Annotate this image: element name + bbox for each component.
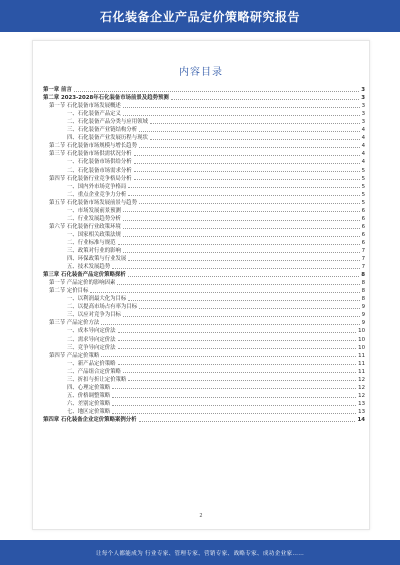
- toc-entry-title: 一、市场发展前景预测: [67, 207, 121, 214]
- toc-entry[interactable]: [43, 182, 365, 190]
- report-title: 石化装备企业产品定价策略研究报告: [99, 9, 300, 24]
- toc-leader-dots: [90, 291, 359, 293]
- toc-entry-title: 第一章 前言: [43, 87, 72, 94]
- toc-entry-title: 四、环保政策与行业发展: [67, 256, 127, 263]
- toc-entry[interactable]: [43, 238, 365, 246]
- toc-entry-title: 二、石化装备市场需求分析: [67, 167, 132, 174]
- toc-entry-page: 5: [361, 191, 365, 198]
- toc-leader-dots: [112, 412, 356, 414]
- toc-entry[interactable]: [43, 165, 365, 173]
- toc-leader-dots: [123, 219, 360, 221]
- toc-entry-title: 二、以提高市场占有率为目标: [67, 304, 138, 311]
- toc-entry-title: 二、需求导向定价法: [67, 336, 116, 343]
- toc-entry-title: 第六节 石化装备行业政策环境: [49, 223, 121, 230]
- toc-entry[interactable]: [43, 286, 365, 294]
- toc-entry-title: 二、产品组合定价策略: [67, 368, 121, 375]
- toc-leader-dots: [123, 235, 360, 237]
- toc-entry-title: 第二章 2023-2028年石化装备市场前景及趋势预测: [43, 95, 169, 102]
- toc-entry-page: 10: [358, 328, 365, 335]
- toc-entry[interactable]: [43, 343, 365, 351]
- toc-entry-page: 8: [361, 280, 365, 287]
- toc-entry-page: 6: [361, 223, 365, 230]
- toc-entry-page: 4: [361, 151, 365, 158]
- toc-entry-page: 7: [361, 247, 365, 254]
- toc-entry[interactable]: [43, 133, 365, 141]
- toc-entry[interactable]: [43, 367, 365, 375]
- toc-entry-page: 3: [361, 103, 365, 110]
- toc-entry-page: 12: [358, 392, 365, 399]
- toc-entry-title: 四、石化装备产业发展历程与现状: [67, 135, 148, 142]
- toc-entry-page: 7: [361, 256, 365, 263]
- toc-entry-page: 5: [361, 167, 365, 174]
- toc-entry[interactable]: [43, 294, 365, 302]
- toc-entry[interactable]: [43, 270, 365, 278]
- toc-entry-page: 6: [361, 239, 365, 246]
- toc-leader-dots: [123, 371, 356, 373]
- toc-entry-title: 一、新产品定价策略: [67, 360, 116, 367]
- toc-entry-page: 11: [358, 368, 365, 375]
- toc-entry[interactable]: [43, 198, 365, 206]
- toc-entry-title: 六、差别定价策略: [67, 400, 111, 407]
- toc-entry-page: 11: [358, 360, 365, 367]
- toc-entry-title: 第四节 产品定价策略: [49, 352, 100, 359]
- toc-leader-dots: [118, 347, 357, 349]
- toc-entry-title: 第一节 产品定价的影响因素: [49, 280, 116, 287]
- toc-entry[interactable]: [43, 310, 365, 318]
- toc-entry-title: 第二节 定价目标: [49, 288, 89, 295]
- toc-entry[interactable]: [43, 246, 365, 254]
- toc-leader-dots: [150, 122, 360, 124]
- toc-leader-dots: [118, 363, 357, 365]
- toc-heading: 内容目录: [179, 67, 223, 78]
- toc-entry-page: 4: [361, 127, 365, 134]
- toc-entry-title: 二、行业发展趋势分析: [67, 215, 121, 222]
- toc-leader-dots: [118, 243, 360, 245]
- toc-entry[interactable]: [43, 399, 365, 407]
- toc-entry[interactable]: [43, 391, 365, 399]
- toc-entry-page: 3: [361, 87, 365, 94]
- document-page: [32, 40, 370, 530]
- toc-leader-dots: [128, 379, 356, 381]
- toc-entry[interactable]: [43, 262, 365, 270]
- toc-entry-page: 4: [361, 159, 365, 166]
- toc-entry-page: 8: [361, 288, 365, 295]
- toc-leader-dots: [139, 146, 360, 148]
- toc-entry[interactable]: [43, 222, 365, 230]
- toc-entry[interactable]: [43, 230, 365, 238]
- toc-leader-dots: [123, 210, 360, 212]
- toc-entry[interactable]: [43, 125, 365, 133]
- toc-leader-dots: [139, 307, 359, 309]
- toc-entry-title: 第四章 石化装备企业定价策略案例分析: [43, 416, 137, 423]
- toc-leader-dots: [112, 387, 356, 389]
- toc-entry-page: 9: [361, 320, 365, 327]
- toc-leader-dots: [123, 315, 360, 317]
- report-footer: [0, 540, 400, 565]
- toc-leader-dots: [128, 299, 359, 301]
- toc-entry-title: 一、国家相关政策法规: [67, 231, 121, 238]
- toc-leader-dots: [123, 106, 360, 108]
- toc-entry-page: 9: [361, 312, 365, 319]
- toc-leader-dots: [117, 283, 359, 285]
- toc-entry-page: 6: [361, 207, 365, 214]
- toc-entry[interactable]: [43, 190, 365, 198]
- toc-entry-page: 12: [358, 376, 365, 383]
- toc-leader-dots: [128, 186, 359, 188]
- toc-leader-dots: [118, 339, 357, 341]
- toc-entry-page: 11: [358, 352, 365, 359]
- toc-leader-dots: [123, 227, 360, 229]
- toc-entry[interactable]: [43, 351, 365, 359]
- toc-entry-title: 第五节 石化装备市场发展前景与趋势: [49, 199, 137, 206]
- toc-leader-dots: [112, 404, 356, 406]
- toc-entry-page: 10: [358, 336, 365, 343]
- toc-entry-title: 一、石化装备市场供给分析: [67, 159, 132, 166]
- toc-entry-title: 三、以应对竞争为目标: [67, 312, 121, 319]
- toc-entry-title: 一、以利润最大化为目标: [67, 296, 127, 303]
- toc-entry-title: 五、价格调整策略: [67, 392, 111, 399]
- toc-entry[interactable]: [43, 407, 365, 415]
- toc-entry[interactable]: [43, 214, 365, 222]
- toc-entry-title: 七、地区定价策略: [67, 408, 111, 415]
- toc-entry[interactable]: [43, 117, 365, 125]
- toc-entry-page: 3: [361, 111, 365, 118]
- toc-entry[interactable]: [43, 318, 365, 326]
- toc-entry[interactable]: [43, 278, 365, 286]
- toc-entry-page: 14: [357, 416, 365, 423]
- toc-leader-dots: [134, 170, 360, 172]
- toc-entry-page: 5: [361, 199, 365, 206]
- toc-entry-title: 二、行业标准与规范: [67, 239, 116, 246]
- toc-leader-dots: [134, 154, 360, 156]
- toc-entry-title: 三、竞争导向定价法: [67, 344, 116, 351]
- toc-leader-dots: [139, 130, 359, 132]
- toc-entry-title: 第三章 石化装备产品定价策略探析: [43, 272, 126, 279]
- toc-entry-page: 9: [361, 304, 365, 311]
- toc-entry[interactable]: [43, 383, 365, 391]
- toc-entry[interactable]: [43, 326, 365, 334]
- toc-entry[interactable]: [43, 141, 365, 149]
- toc-entry[interactable]: [43, 101, 365, 109]
- toc-leader-dots: [134, 162, 360, 164]
- toc-entry-title: 第二节 石化装备市场规模与增长趋势: [49, 143, 137, 150]
- toc-entry-title: 一、石化装备产品定义: [67, 111, 121, 118]
- toc-leader-dots: [123, 251, 360, 253]
- toc-entry-page: 5: [361, 183, 365, 190]
- toc-entry[interactable]: [43, 254, 365, 262]
- toc-leader-dots: [139, 202, 360, 204]
- page-number: 2: [199, 513, 203, 519]
- toc-leader-dots: [112, 396, 356, 398]
- toc-entry-title: 第三节 产品定价方法: [49, 320, 100, 327]
- toc-entry-title: 五、技术发展趋势: [67, 264, 111, 271]
- toc-leader-dots: [123, 114, 360, 116]
- toc-leader-dots: [150, 138, 360, 140]
- toc-entry-page: 8: [361, 272, 365, 279]
- toc-leader-dots: [118, 331, 357, 333]
- toc-entry-page: 13: [358, 400, 365, 407]
- toc-entry-title: 三、折扣与折让定价策略: [67, 376, 127, 383]
- toc-entry-page: 6: [361, 215, 365, 222]
- toc-entry-page: 4: [361, 135, 365, 142]
- toc-leader-dots: [128, 194, 359, 196]
- toc-entry-page: 12: [358, 384, 365, 391]
- toc-entry-page: 8: [361, 296, 365, 303]
- toc-entry-title: 第四节 石化装备行业竞争格局分析: [49, 175, 132, 182]
- toc-entry[interactable]: [43, 334, 365, 342]
- toc-entry[interactable]: [43, 375, 365, 383]
- toc-entry-page: 13: [358, 408, 365, 415]
- toc-leader-dots: [128, 259, 359, 261]
- toc-leader-dots: [101, 323, 359, 325]
- toc-entry[interactable]: [43, 359, 365, 367]
- toc-entry-title: 三、政策对行业的影响: [67, 247, 121, 254]
- toc-leader-dots: [101, 355, 356, 357]
- toc-entry-page: 3: [361, 95, 365, 102]
- toc-entry-page: 3: [361, 119, 365, 126]
- toc-leader-dots: [128, 275, 359, 277]
- toc-entry[interactable]: [43, 206, 365, 214]
- toc-entry-title: 第一节 石化装备市场发展概述: [49, 103, 121, 110]
- report-header: [0, 0, 400, 32]
- toc-entry-title: 第三节 石化装备市场供需状况分析: [49, 151, 132, 158]
- toc-entry-page: 7: [361, 264, 365, 271]
- toc-leader-dots: [171, 98, 359, 100]
- footer-slogan: 让每个人都能成为 行业专家、管理专家、营销专家、战略专家、成功企业家……: [95, 550, 305, 557]
- toc-entry-page: 6: [361, 231, 365, 238]
- toc-entry-title: 二、重点企业竞争力分析: [67, 191, 127, 198]
- toc-entry[interactable]: [43, 157, 365, 165]
- toc-entry-title: 三、石化装备产业链结构分析: [67, 127, 138, 134]
- toc-entry[interactable]: [43, 85, 365, 93]
- toc-entry-page: 4: [361, 143, 365, 150]
- toc-entry-title: 一、国内外市场竞争格局: [67, 183, 127, 190]
- toc-entry-title: 四、心理定价策略: [67, 384, 111, 391]
- toc-entry-page: 5: [361, 175, 365, 182]
- toc-entry[interactable]: [43, 149, 365, 157]
- toc-leader-dots: [134, 178, 360, 180]
- toc-entry-title: 二、石化装备产品分类与应用领域: [67, 119, 148, 126]
- toc-entry-page: 10: [358, 344, 365, 351]
- toc-entry[interactable]: [43, 174, 365, 182]
- table-of-contents: [43, 85, 365, 423]
- toc-entry-title: 一、成本导向定价法: [67, 328, 116, 335]
- toc-leader-dots: [139, 420, 356, 422]
- toc-leader-dots: [74, 90, 359, 92]
- toc-leader-dots: [112, 267, 359, 269]
- toc-entry[interactable]: [43, 93, 365, 101]
- toc-entry[interactable]: [43, 415, 365, 423]
- toc-entry[interactable]: [43, 109, 365, 117]
- toc-entry[interactable]: [43, 302, 365, 310]
